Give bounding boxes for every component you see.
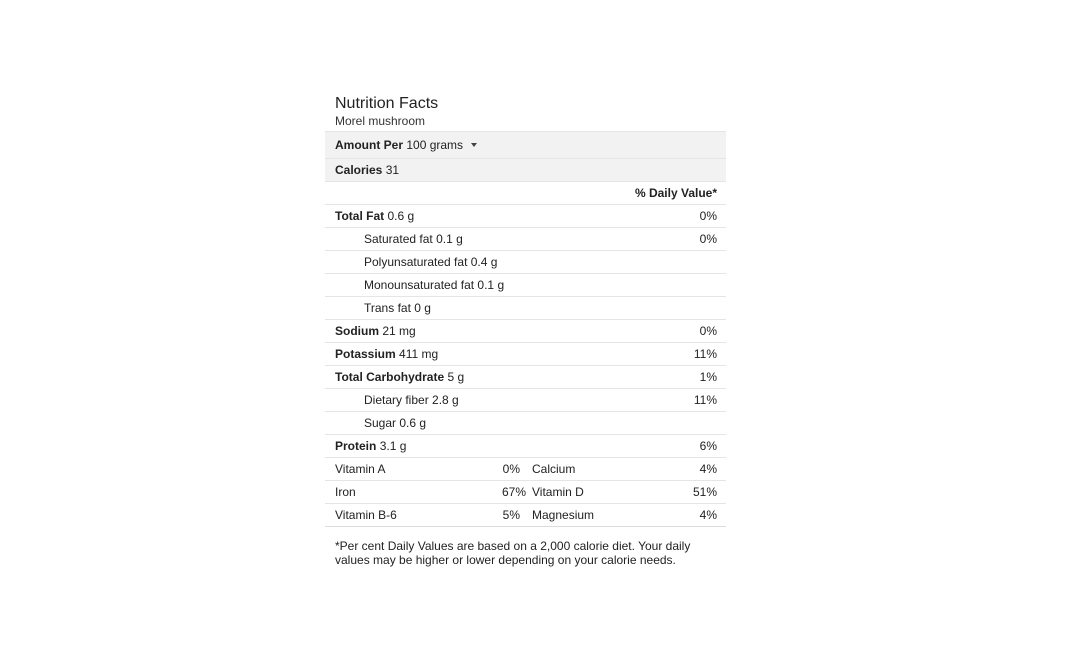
vitamin-value: 0% bbox=[502, 462, 520, 476]
vitamin-value: 67% bbox=[502, 485, 527, 499]
vitamin-row bbox=[325, 457, 726, 480]
vitamin-label: Iron bbox=[335, 485, 356, 499]
caret-down-icon bbox=[471, 143, 477, 147]
vitamin-label: Magnesium bbox=[532, 508, 595, 522]
nutrient-daily-value: 6% bbox=[699, 439, 717, 453]
nutrient-row-protein bbox=[325, 434, 726, 457]
vitamin-row bbox=[325, 503, 726, 526]
nutrient-amount: 0.4 g bbox=[470, 255, 498, 269]
nutrient-amount: 0.1 g bbox=[477, 278, 505, 292]
nutrient-daily-value: 11% bbox=[693, 347, 717, 361]
daily-value-footnote: *Per cent Daily Values are based on a 2,000 calorie diet. Your daily values may be higher or lower depending on your calorie needs. bbox=[335, 539, 691, 567]
vitamin-value: 4% bbox=[699, 462, 717, 476]
nutrient-label: Trans fat bbox=[364, 301, 411, 315]
nutrient-row-potassium bbox=[325, 342, 726, 365]
nutrient-label: Total Carbohydrate bbox=[335, 370, 445, 384]
nutrient-row-dietary-fiber bbox=[325, 388, 726, 411]
nutrient-amount: 0.1 g bbox=[436, 232, 463, 246]
nutrient-daily-value: 0% bbox=[699, 232, 717, 246]
nutrient-label: Monounsaturated fat bbox=[364, 278, 475, 292]
nutrient-daily-value: 0% bbox=[699, 209, 717, 223]
calories-row bbox=[325, 158, 726, 181]
nutrient-amount: 0 g bbox=[414, 301, 431, 315]
daily-value-header: % Daily Value* bbox=[634, 186, 717, 200]
nutrient-row-trans-fat bbox=[325, 296, 726, 319]
food-name: Morel mushroom bbox=[335, 114, 426, 128]
calories-label: Calories bbox=[335, 163, 383, 177]
vitamin-label: Vitamin B-6 bbox=[335, 508, 397, 522]
nutrient-row-sodium bbox=[325, 319, 726, 342]
nutrition-facts-panel bbox=[325, 94, 726, 567]
nutrient-row-total-carbohydrate bbox=[325, 365, 726, 388]
nutrient-amount: 3.1 g bbox=[379, 439, 407, 453]
nutrient-label: Saturated fat bbox=[364, 232, 433, 246]
nutrient-amount: 5 g bbox=[447, 370, 465, 384]
nutrient-row-saturated-fat bbox=[325, 227, 726, 250]
vitamin-value: 4% bbox=[699, 508, 717, 522]
serving-size-dropdown[interactable] bbox=[406, 138, 477, 152]
daily-value-header-row bbox=[325, 181, 726, 204]
vitamin-label: Calcium bbox=[532, 462, 576, 476]
nutrient-amount: 2.8 g bbox=[432, 393, 459, 407]
nutrient-label: Potassium bbox=[335, 347, 396, 361]
nutrient-amount: 411 mg bbox=[399, 347, 439, 361]
nutrition-title: Nutrition Facts bbox=[335, 95, 439, 112]
nutrient-amount: 0.6 g bbox=[399, 416, 427, 430]
vitamin-label: Vitamin D bbox=[532, 485, 584, 499]
serving-size-value: 100 grams bbox=[406, 138, 464, 152]
nutrient-amount: 21 mg bbox=[382, 324, 416, 338]
nutrient-label: Sodium bbox=[335, 324, 379, 338]
vitamin-value: 51% bbox=[692, 485, 717, 499]
calories-value: 31 bbox=[385, 163, 400, 177]
vitamin-value: 5% bbox=[502, 508, 520, 522]
nutrient-row-polyunsaturated-fat bbox=[325, 250, 726, 273]
vitamin-label: Vitamin A bbox=[335, 462, 386, 476]
nutrient-daily-value: 0% bbox=[699, 324, 717, 338]
amount-per-row bbox=[325, 131, 726, 158]
nutrient-daily-value: 1% bbox=[699, 370, 717, 384]
nutrient-label: Total Fat bbox=[335, 209, 385, 223]
nutrient-label: Dietary fiber bbox=[364, 393, 429, 407]
nutrient-row-monounsaturated-fat bbox=[325, 273, 726, 296]
nutrient-label: Polyunsaturated fat bbox=[364, 255, 468, 269]
nutrient-row-sugar bbox=[325, 411, 726, 434]
vitamin-row bbox=[325, 480, 726, 503]
nutrient-label: Sugar bbox=[364, 416, 397, 430]
nutrient-daily-value: 11% bbox=[693, 393, 717, 407]
nutrient-amount: 0.6 g bbox=[387, 209, 415, 223]
nutrient-row-total-fat bbox=[325, 204, 726, 227]
nutrient-label: Protein bbox=[335, 439, 377, 453]
amount-per-label: Amount Per bbox=[335, 138, 404, 152]
